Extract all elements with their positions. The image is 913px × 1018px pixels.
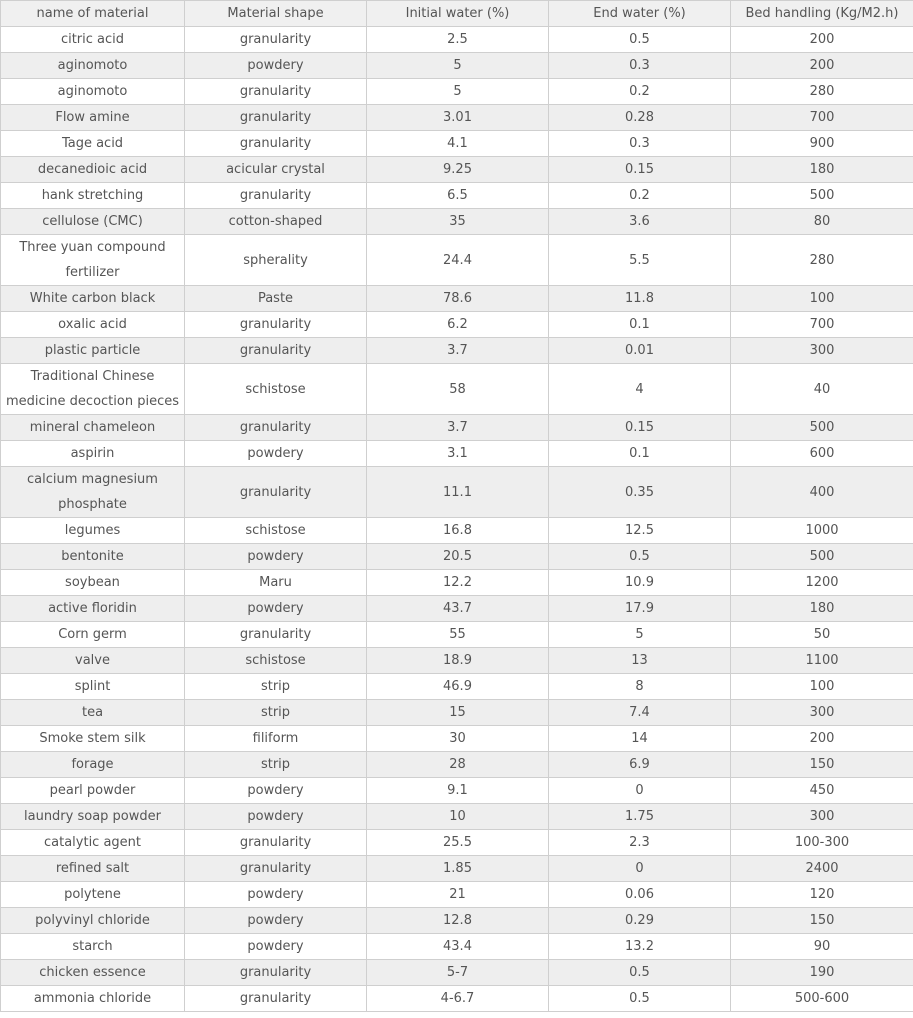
- cell-initial-water: 35: [367, 209, 549, 235]
- cell-bed-handling: 120: [731, 882, 913, 908]
- cell-end-water: 7.4: [549, 700, 731, 726]
- cell-material-name: Smoke stem silk: [1, 726, 185, 752]
- cell-material-name: calcium magnesium phosphate: [1, 467, 185, 518]
- cell-initial-water: 10: [367, 804, 549, 830]
- cell-end-water: 14: [549, 726, 731, 752]
- table-row: [1, 700, 913, 726]
- cell-initial-water: 4.1: [367, 131, 549, 157]
- cell-material-name: aginomoto: [1, 53, 185, 79]
- cell-initial-water: 6.5: [367, 183, 549, 209]
- column-header-material-shape: Material shape: [185, 1, 367, 27]
- table-row: [1, 830, 913, 856]
- cell-end-water: 0.15: [549, 157, 731, 183]
- cell-material-name: decanedioic acid: [1, 157, 185, 183]
- cell-material-shape: granularity: [185, 131, 367, 157]
- cell-material-name: laundry soap powder: [1, 804, 185, 830]
- cell-material-name: Flow amine: [1, 105, 185, 131]
- table-row: [1, 596, 913, 622]
- cell-material-shape: granularity: [185, 986, 367, 1012]
- cell-initial-water: 15: [367, 700, 549, 726]
- cell-initial-water: 4-6.7: [367, 986, 549, 1012]
- cell-bed-handling: 500: [731, 544, 913, 570]
- cell-initial-water: 3.7: [367, 338, 549, 364]
- cell-bed-handling: 200: [731, 726, 913, 752]
- cell-end-water: 0.5: [549, 27, 731, 53]
- cell-initial-water: 25.5: [367, 830, 549, 856]
- cell-end-water: 0.5: [549, 544, 731, 570]
- cell-material-name: polyvinyl chloride: [1, 908, 185, 934]
- cell-end-water: 4: [549, 364, 731, 415]
- cell-bed-handling: 50: [731, 622, 913, 648]
- cell-material-shape: granularity: [185, 830, 367, 856]
- table-row: [1, 441, 913, 467]
- table-header: [1, 1, 913, 27]
- cell-material-shape: acicular crystal: [185, 157, 367, 183]
- cell-initial-water: 12.2: [367, 570, 549, 596]
- cell-initial-water: 12.8: [367, 908, 549, 934]
- cell-end-water: 0.3: [549, 53, 731, 79]
- cell-initial-water: 5-7: [367, 960, 549, 986]
- table-row: [1, 338, 913, 364]
- cell-initial-water: 28: [367, 752, 549, 778]
- cell-bed-handling: 280: [731, 235, 913, 286]
- cell-initial-water: 20.5: [367, 544, 549, 570]
- cell-bed-handling: 150: [731, 752, 913, 778]
- cell-material-shape: spherality: [185, 235, 367, 286]
- table-row: [1, 856, 913, 882]
- cell-bed-handling: 180: [731, 157, 913, 183]
- cell-end-water: 0.3: [549, 131, 731, 157]
- cell-material-shape: granularity: [185, 27, 367, 53]
- cell-end-water: 0.5: [549, 986, 731, 1012]
- cell-end-water: 0.2: [549, 183, 731, 209]
- cell-material-name: Traditional Chinese medicine decoction pieces: [1, 364, 185, 415]
- cell-material-name: chicken essence: [1, 960, 185, 986]
- table-row: [1, 209, 913, 235]
- table-row: [1, 752, 913, 778]
- column-header-end-water: End water (%): [549, 1, 731, 27]
- cell-initial-water: 55: [367, 622, 549, 648]
- table-row: [1, 157, 913, 183]
- cell-material-name: forage: [1, 752, 185, 778]
- table-row: [1, 648, 913, 674]
- cell-material-name: soybean: [1, 570, 185, 596]
- cell-end-water: 10.9: [549, 570, 731, 596]
- cell-material-name: pearl powder: [1, 778, 185, 804]
- cell-bed-handling: 100: [731, 674, 913, 700]
- cell-material-shape: schistose: [185, 518, 367, 544]
- cell-initial-water: 16.8: [367, 518, 549, 544]
- cell-initial-water: 5: [367, 79, 549, 105]
- cell-material-shape: powdery: [185, 53, 367, 79]
- cell-material-shape: granularity: [185, 467, 367, 518]
- cell-material-shape: powdery: [185, 934, 367, 960]
- cell-initial-water: 6.2: [367, 312, 549, 338]
- cell-material-name: oxalic acid: [1, 312, 185, 338]
- cell-bed-handling: 500-600: [731, 986, 913, 1012]
- cell-bed-handling: 200: [731, 53, 913, 79]
- cell-bed-handling: 1200: [731, 570, 913, 596]
- table-row: [1, 286, 913, 312]
- cell-material-shape: powdery: [185, 596, 367, 622]
- cell-end-water: 2.3: [549, 830, 731, 856]
- cell-bed-handling: 90: [731, 934, 913, 960]
- table-row: [1, 235, 913, 286]
- cell-material-shape: powdery: [185, 544, 367, 570]
- cell-initial-water: 18.9: [367, 648, 549, 674]
- cell-material-name: Three yuan compound fertilizer: [1, 235, 185, 286]
- cell-material-shape: powdery: [185, 778, 367, 804]
- table-row: [1, 364, 913, 415]
- cell-material-name: hank stretching: [1, 183, 185, 209]
- cell-end-water: 13: [549, 648, 731, 674]
- cell-material-shape: granularity: [185, 183, 367, 209]
- cell-end-water: 1.75: [549, 804, 731, 830]
- cell-material-name: catalytic agent: [1, 830, 185, 856]
- cell-bed-handling: 400: [731, 467, 913, 518]
- table-body: [1, 27, 913, 1012]
- cell-end-water: 3.6: [549, 209, 731, 235]
- table-row: [1, 518, 913, 544]
- cell-initial-water: 24.4: [367, 235, 549, 286]
- table-row: [1, 183, 913, 209]
- table-row: [1, 570, 913, 596]
- cell-material-name: plastic particle: [1, 338, 185, 364]
- table-row: [1, 674, 913, 700]
- cell-bed-handling: 300: [731, 804, 913, 830]
- cell-material-name: White carbon black: [1, 286, 185, 312]
- cell-material-name: aspirin: [1, 441, 185, 467]
- cell-end-water: 0.2: [549, 79, 731, 105]
- cell-material-name: splint: [1, 674, 185, 700]
- cell-material-shape: Paste: [185, 286, 367, 312]
- cell-material-shape: granularity: [185, 79, 367, 105]
- cell-initial-water: 3.1: [367, 441, 549, 467]
- cell-material-shape: filiform: [185, 726, 367, 752]
- table-row: [1, 105, 913, 131]
- cell-initial-water: 1.85: [367, 856, 549, 882]
- cell-material-shape: granularity: [185, 622, 367, 648]
- cell-bed-handling: 450: [731, 778, 913, 804]
- table-row: [1, 804, 913, 830]
- column-header-bed-handling: Bed handling (Kg/M2.h): [731, 1, 913, 27]
- cell-bed-handling: 280: [731, 79, 913, 105]
- table-row: [1, 908, 913, 934]
- cell-end-water: 8: [549, 674, 731, 700]
- cell-initial-water: 21: [367, 882, 549, 908]
- cell-bed-handling: 700: [731, 312, 913, 338]
- cell-bed-handling: 200: [731, 27, 913, 53]
- cell-end-water: 0: [549, 778, 731, 804]
- cell-material-shape: schistose: [185, 648, 367, 674]
- table-row: [1, 726, 913, 752]
- cell-initial-water: 11.1: [367, 467, 549, 518]
- cell-material-shape: strip: [185, 700, 367, 726]
- header-row: [1, 1, 913, 27]
- cell-end-water: 5.5: [549, 235, 731, 286]
- cell-end-water: 0.1: [549, 312, 731, 338]
- table-row: [1, 544, 913, 570]
- cell-material-shape: granularity: [185, 338, 367, 364]
- cell-bed-handling: 500: [731, 415, 913, 441]
- cell-material-shape: Maru: [185, 570, 367, 596]
- cell-initial-water: 9.25: [367, 157, 549, 183]
- table-row: [1, 27, 913, 53]
- cell-end-water: 11.8: [549, 286, 731, 312]
- cell-material-name: legumes: [1, 518, 185, 544]
- cell-bed-handling: 80: [731, 209, 913, 235]
- cell-material-name: Corn germ: [1, 622, 185, 648]
- cell-initial-water: 2.5: [367, 27, 549, 53]
- cell-initial-water: 43.4: [367, 934, 549, 960]
- cell-bed-handling: 100: [731, 286, 913, 312]
- table-row: [1, 79, 913, 105]
- cell-initial-water: 3.01: [367, 105, 549, 131]
- table-row: [1, 986, 913, 1012]
- cell-end-water: 5: [549, 622, 731, 648]
- cell-bed-handling: 100-300: [731, 830, 913, 856]
- cell-material-name: Tage acid: [1, 131, 185, 157]
- cell-material-shape: strip: [185, 674, 367, 700]
- cell-bed-handling: 700: [731, 105, 913, 131]
- cell-material-name: tea: [1, 700, 185, 726]
- cell-initial-water: 30: [367, 726, 549, 752]
- cell-bed-handling: 1100: [731, 648, 913, 674]
- cell-end-water: 0.28: [549, 105, 731, 131]
- cell-end-water: 0.15: [549, 415, 731, 441]
- cell-material-shape: granularity: [185, 856, 367, 882]
- cell-end-water: 17.9: [549, 596, 731, 622]
- cell-material-name: ammonia chloride: [1, 986, 185, 1012]
- cell-material-name: valve: [1, 648, 185, 674]
- cell-material-name: polytene: [1, 882, 185, 908]
- cell-material-name: aginomoto: [1, 79, 185, 105]
- table-row: [1, 960, 913, 986]
- cell-end-water: 0.5: [549, 960, 731, 986]
- cell-bed-handling: 190: [731, 960, 913, 986]
- table-row: [1, 622, 913, 648]
- cell-initial-water: 46.9: [367, 674, 549, 700]
- table-row: [1, 467, 913, 518]
- cell-material-name: starch: [1, 934, 185, 960]
- cell-bed-handling: 2400: [731, 856, 913, 882]
- table-row: [1, 53, 913, 79]
- cell-material-name: cellulose (CMC): [1, 209, 185, 235]
- cell-material-name: active floridin: [1, 596, 185, 622]
- cell-material-name: citric acid: [1, 27, 185, 53]
- table-row: [1, 415, 913, 441]
- cell-bed-handling: 300: [731, 338, 913, 364]
- cell-end-water: 0.01: [549, 338, 731, 364]
- table-row: [1, 882, 913, 908]
- cell-bed-handling: 180: [731, 596, 913, 622]
- cell-material-shape: schistose: [185, 364, 367, 415]
- cell-material-shape: powdery: [185, 441, 367, 467]
- cell-bed-handling: 900: [731, 131, 913, 157]
- cell-initial-water: 9.1: [367, 778, 549, 804]
- cell-bed-handling: 150: [731, 908, 913, 934]
- cell-initial-water: 43.7: [367, 596, 549, 622]
- cell-material-shape: powdery: [185, 882, 367, 908]
- cell-end-water: 0.29: [549, 908, 731, 934]
- cell-end-water: 13.2: [549, 934, 731, 960]
- cell-initial-water: 3.7: [367, 415, 549, 441]
- cell-material-shape: granularity: [185, 960, 367, 986]
- cell-material-shape: powdery: [185, 804, 367, 830]
- cell-material-name: bentonite: [1, 544, 185, 570]
- cell-bed-handling: 300: [731, 700, 913, 726]
- column-header-material-name: name of material: [1, 1, 185, 27]
- cell-end-water: 0.06: [549, 882, 731, 908]
- cell-bed-handling: 500: [731, 183, 913, 209]
- table-row: [1, 312, 913, 338]
- cell-initial-water: 78.6: [367, 286, 549, 312]
- cell-end-water: 0.1: [549, 441, 731, 467]
- cell-initial-water: 58: [367, 364, 549, 415]
- cell-material-shape: granularity: [185, 312, 367, 338]
- cell-bed-handling: 1000: [731, 518, 913, 544]
- cell-material-name: mineral chameleon: [1, 415, 185, 441]
- cell-material-name: refined salt: [1, 856, 185, 882]
- cell-end-water: 0: [549, 856, 731, 882]
- cell-bed-handling: 600: [731, 441, 913, 467]
- cell-material-shape: granularity: [185, 415, 367, 441]
- cell-material-shape: powdery: [185, 908, 367, 934]
- cell-initial-water: 5: [367, 53, 549, 79]
- column-header-initial-water: Initial water (%): [367, 1, 549, 27]
- cell-end-water: 12.5: [549, 518, 731, 544]
- table-row: [1, 778, 913, 804]
- table-row: [1, 934, 913, 960]
- cell-end-water: 0.35: [549, 467, 731, 518]
- cell-material-shape: strip: [185, 752, 367, 778]
- cell-end-water: 6.9: [549, 752, 731, 778]
- table-row: [1, 131, 913, 157]
- cell-material-shape: granularity: [185, 105, 367, 131]
- cell-material-shape: cotton-shaped: [185, 209, 367, 235]
- cell-bed-handling: 40: [731, 364, 913, 415]
